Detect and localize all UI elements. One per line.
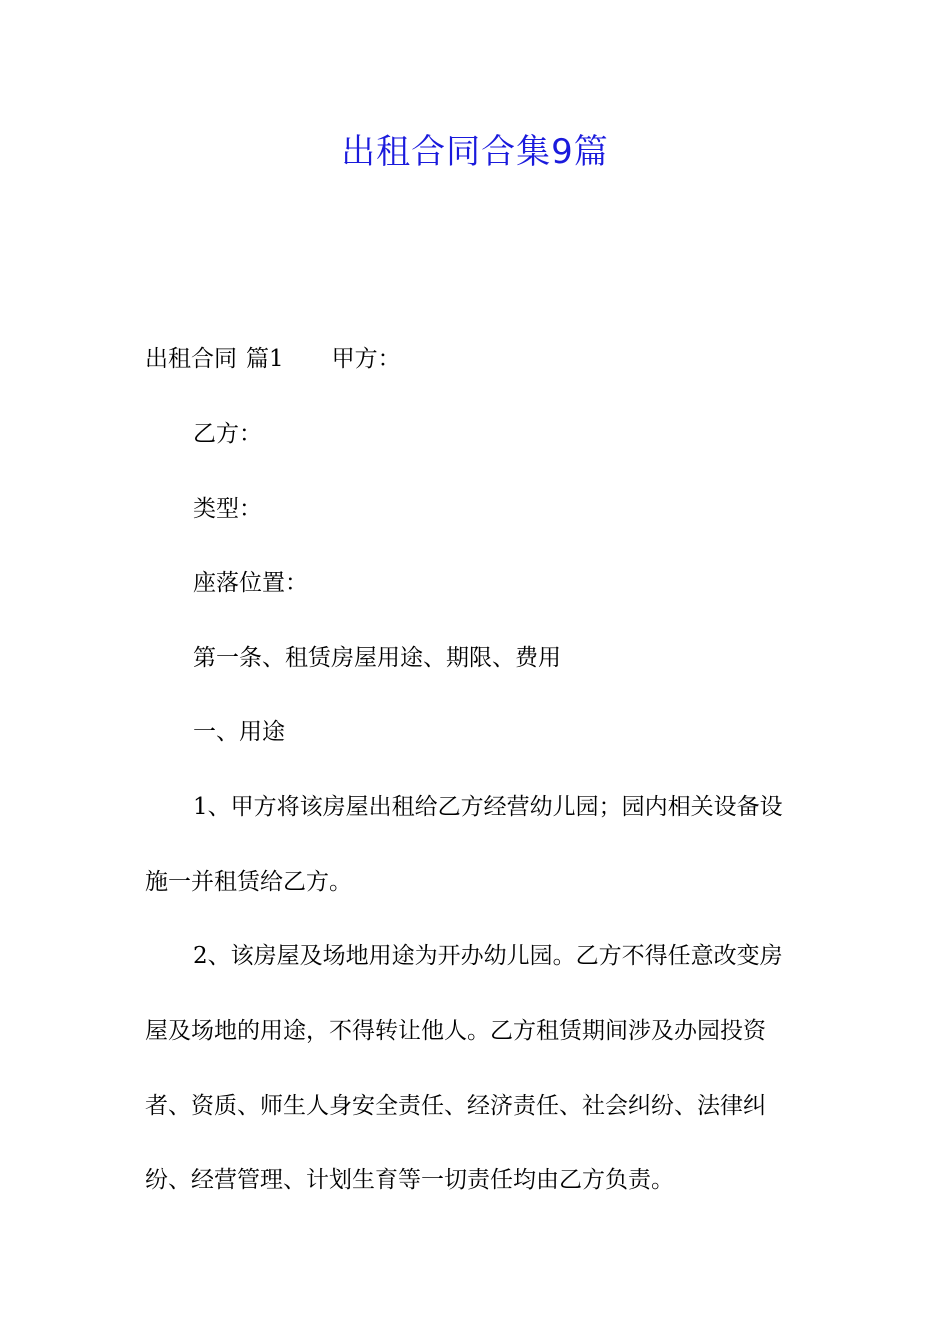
party-b-label: 乙方：: [193, 421, 262, 447]
contract-name: 出租合同: [145, 346, 237, 372]
party-a-label: 甲方：: [331, 346, 401, 372]
document-title: 出租合同合集9篇: [341, 132, 609, 172]
contract-number: 篇1: [246, 346, 284, 372]
section-one-heading: 一、用途: [193, 719, 285, 745]
location-label: 座落位置：: [193, 570, 308, 596]
paragraph-line: 纷、经营管理、计划生育等一切责任均由乙方负责。: [145, 1167, 674, 1193]
paragraph-line: 者、资质、师生人身安全责任、经济责任、社会纠纷、法律纠: [145, 1093, 766, 1119]
paragraph-line: 屋及场地的用途，不得转让他人。乙方租赁期间涉及办园投资: [145, 1018, 766, 1044]
paragraph-line: 施一并租赁给乙方。: [145, 869, 352, 895]
paragraph-line: 2、该房屋及场地用途为开办幼儿园。乙方不得任意改变房: [193, 943, 783, 969]
type-label: 类型：: [193, 496, 262, 522]
paragraph-line: 1、甲方将该房屋出租给乙方经营幼儿园；园内相关设备设: [193, 794, 783, 820]
article-one-heading: 第一条、租赁房屋用途、期限、费用: [193, 645, 561, 671]
contract-header-line: [145, 343, 815, 375]
